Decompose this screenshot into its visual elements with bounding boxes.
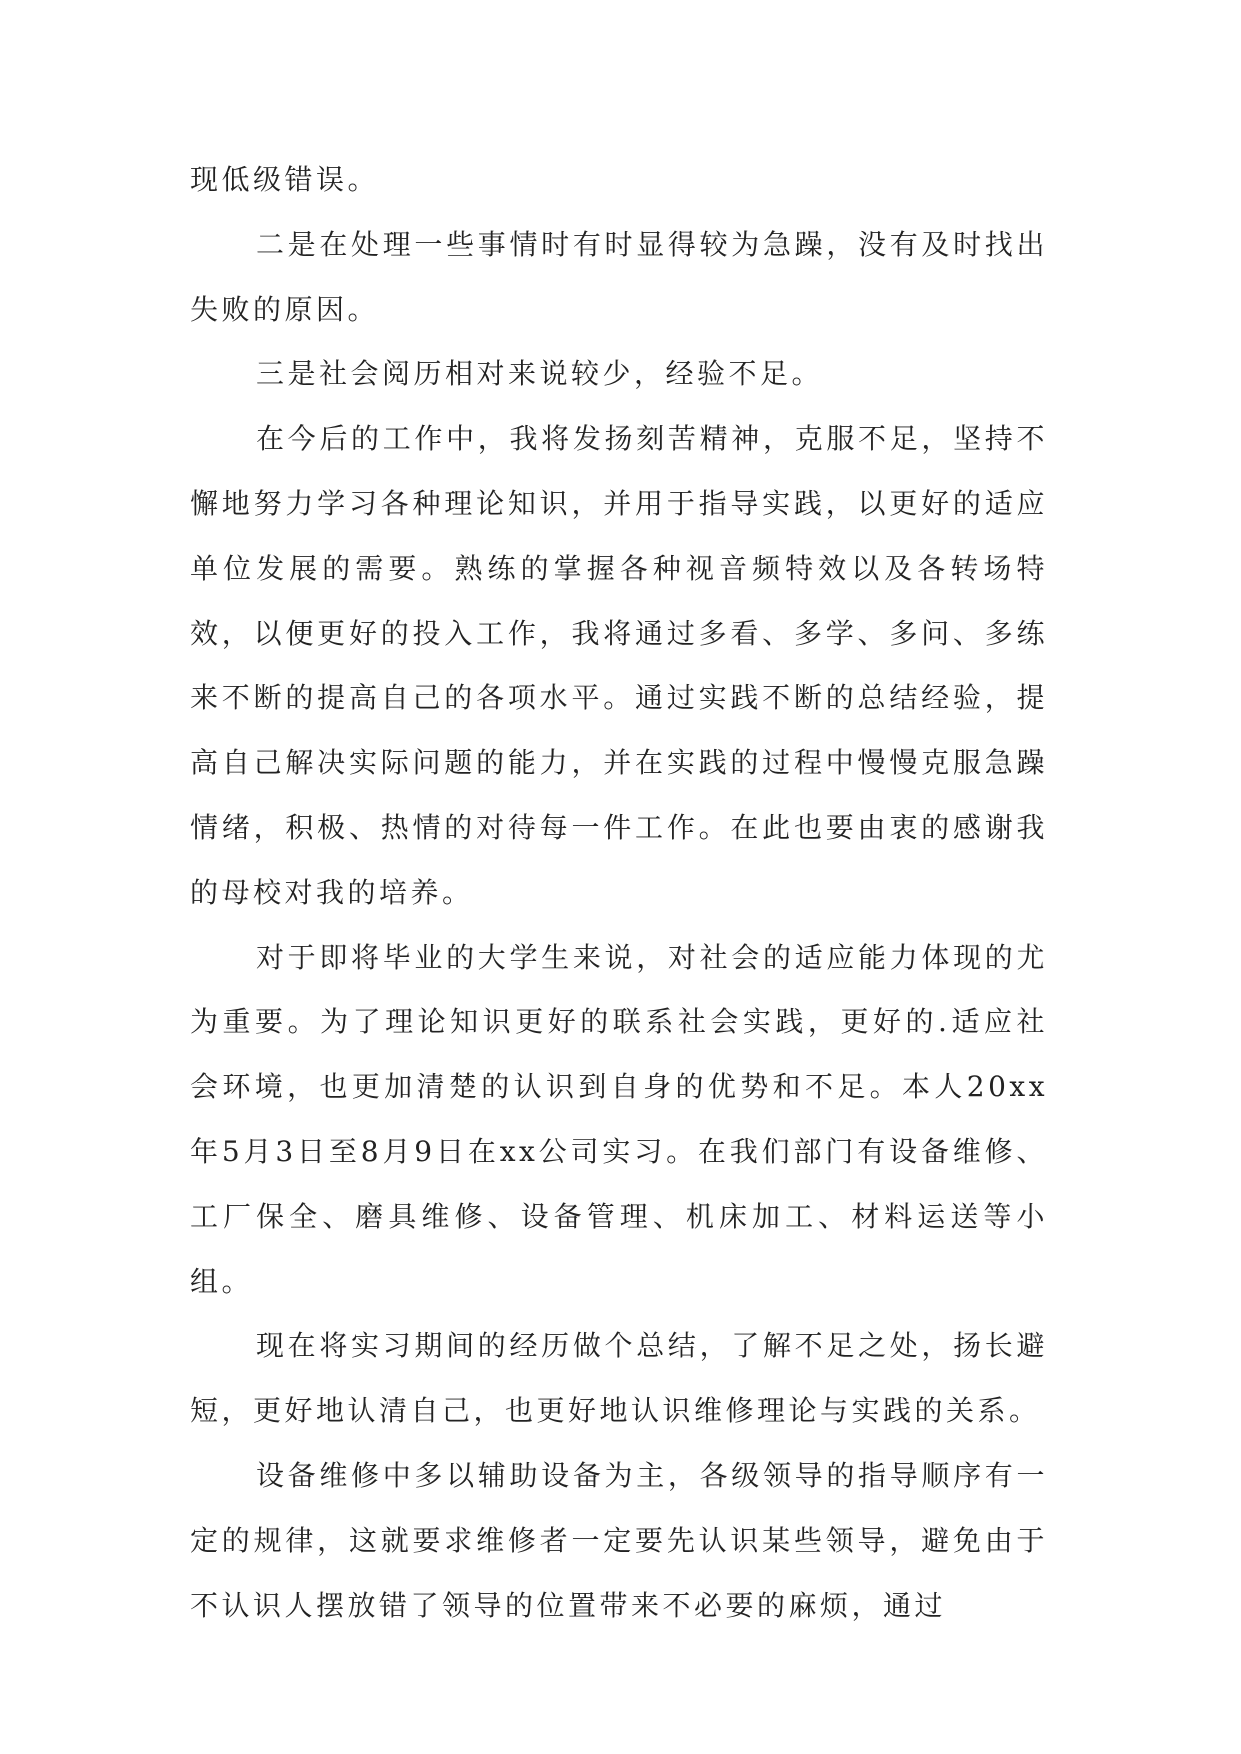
paragraph-3: 三是社会阅历相对来说较少，经验不足。	[256, 357, 824, 391]
paragraph-7: 设备维修中多以辅助设备为主，各级领导的指导顺序有一定的规律，这就要求维修者一定要先认识某些领导，避免由于不认识人摆放错了领导的位置带来不必要的麻烦，通过	[190, 1458, 1048, 1622]
paragraph-6: 现在将实习期间的经历做个总结，了解不足之处，扬长避短，更好地认清自己，也更好地认识维修理论与实践的关系。	[190, 1329, 1048, 1428]
paragraph-4: 在今后的工作中，我将发扬刻苦精神，克服不足，坚持不懈地努力学习各种理论知识，并用于指导实践，以更好的适应单位发展的需要。熟练的掌握各种视音频特效以及各转场特效，以便更好的投入工作，我将通过多看、多学、多问、多练来不断的提高自己的各项水平。通过实践不断的总结经验，提高自己解决实际问题的能力，并在实践的过程中慢慢克服急躁情绪，积极、热情的对待每一件工作。在此也要由衷的感谢我的母校对我的培养。	[190, 422, 1048, 909]
paragraph-1: 现低级错误。	[190, 163, 380, 196]
paragraph-2: 二是在处理一些事情时有时显得较为急躁，没有及时找出失败的原因。	[190, 227, 1048, 326]
document-body	[190, 148, 1048, 1638]
paragraph-5: 对于即将毕业的大学生来说，对社会的适应能力体现的尤为重要。为了理论知识更好的联系社会实践，更好的.适应社会环境，也更加清楚的认识到自身的优势和不足。本人20xx年5月3日至8月9日在xx公司实习。在我们部门有设备维修、工厂保全、磨具维修、设备管理、机床加工、材料运送等小组。	[190, 940, 1048, 1298]
